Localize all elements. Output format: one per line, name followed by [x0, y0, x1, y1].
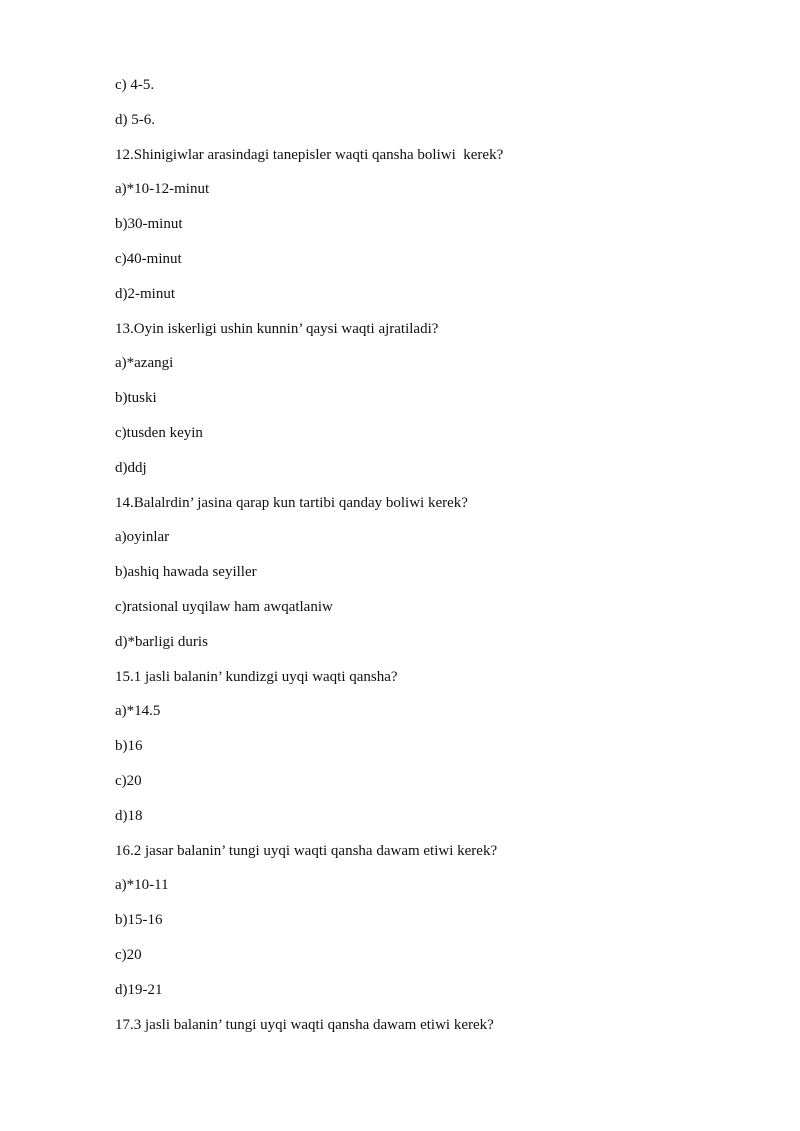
answer-option: c)20 [115, 946, 142, 963]
answer-option: c)tusden keyin [115, 424, 203, 441]
question-text: 17.3 jasli balanin’ tungi uyqi waqti qansha dawam etiwi kerek? [115, 1016, 494, 1033]
answer-option: a)*14.5 [115, 703, 161, 720]
answer-option: c)40-minut [115, 250, 182, 267]
question-text: 12.Shinigiwlar arasindagi tanepisler waqti qansha boliwi kerek? [115, 146, 504, 163]
question-text: 16.2 jasar balanin’ tungi uyqi waqti qansha dawam etiwi kerek? [115, 842, 498, 859]
answer-option: c) 4-5. [115, 77, 155, 93]
answer-option: b)tuski [115, 390, 157, 407]
answer-option: b)16 [115, 738, 143, 755]
answer-option: a)oyinlar [115, 529, 170, 546]
answer-option: b)30-minut [115, 216, 183, 233]
answer-option: d)ddj [115, 459, 147, 476]
answer-option: c)ratsional uyqilaw ham awqatlaniw [115, 598, 333, 615]
question-text: 13.Oyin iskerligi ushin kunnin’ qaysi waqti ajratiladi? [115, 320, 439, 337]
question-list [115, 74, 503, 1048]
answer-option: c)20 [115, 772, 142, 789]
answer-option: d)18 [115, 807, 143, 824]
answer-option: b)15-16 [115, 912, 163, 929]
answer-option: d)2-minut [115, 285, 175, 302]
answer-option: b)ashiq hawada seyiller [115, 564, 257, 581]
answer-option: d)19-21 [115, 981, 163, 998]
answer-option: d)*barligi duris [115, 633, 208, 650]
answer-option: d) 5-6. [115, 111, 155, 128]
question-text: 15.1 jasli balanin’ kundizgi uyqi waqti qansha? [115, 668, 398, 685]
answer-option: a)*azangi [115, 355, 174, 372]
answer-option: a)*10-11 [115, 877, 169, 894]
question-text: 14.Balalrdin’ jasina qarap kun tartibi qanday boliwi kerek? [115, 494, 468, 511]
answer-option: a)*10-12-minut [115, 181, 210, 198]
